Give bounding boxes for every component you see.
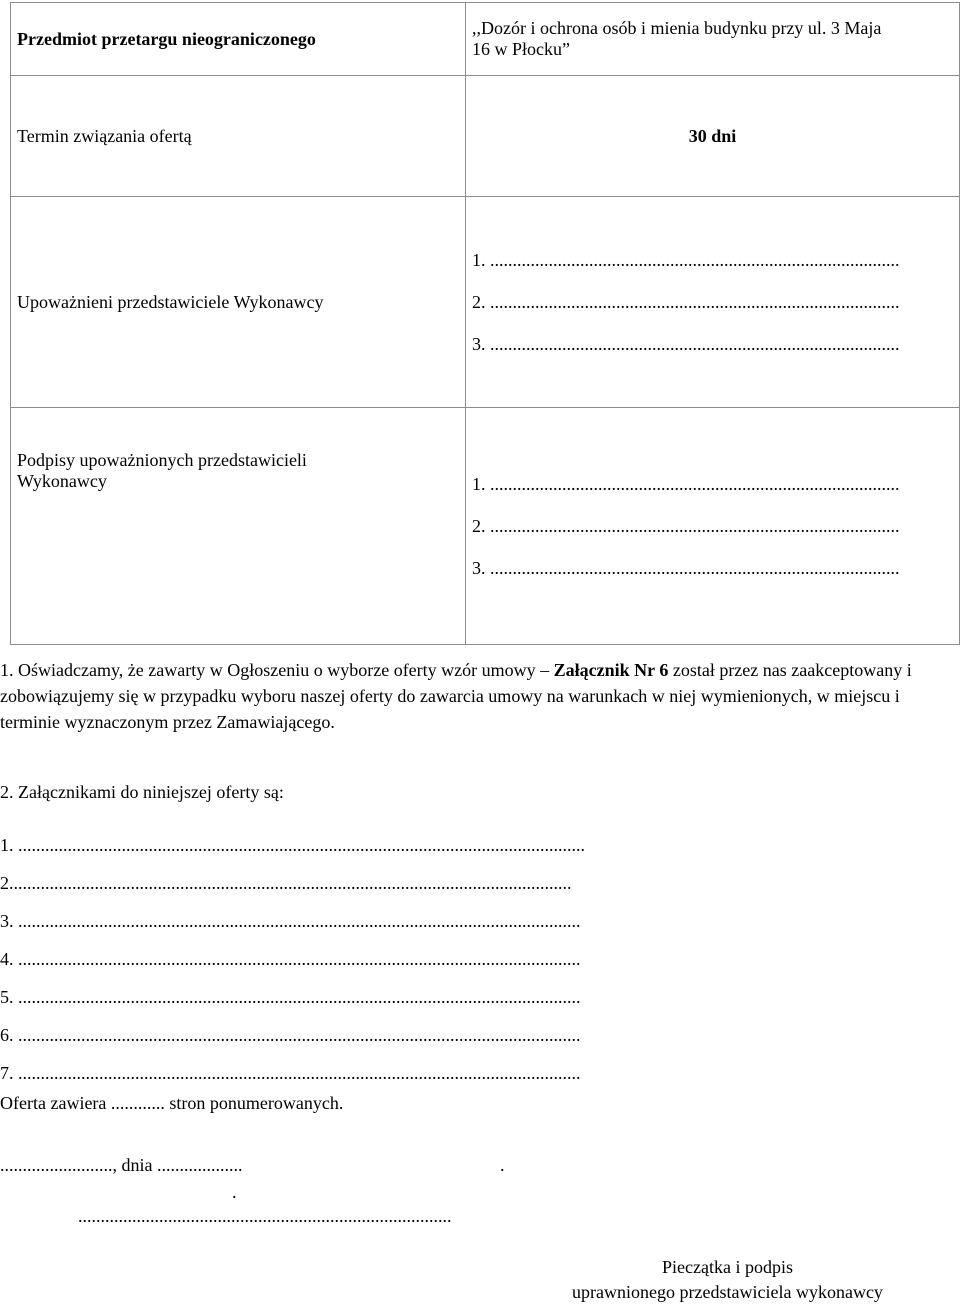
subject-label: Przedmiot przetargu nieograniczonego — [11, 3, 466, 76]
signature-line-3[interactable]: 3. ........................................................................................... — [472, 558, 900, 578]
stamp-line1: Pieczątka i podpis — [662, 1257, 793, 1277]
attachments-title: 2. Załącznikami do niniejszej oferty są: — [0, 782, 284, 802]
signature-line-1[interactable]: 1. ........................................................................................... — [472, 474, 900, 494]
dot-mark-2: . — [232, 1182, 237, 1202]
attachments-list — [0, 832, 585, 1098]
attachment-item-2[interactable]: 2............................................................................................................................. — [0, 873, 572, 893]
attachment-item-6[interactable]: 6. ............................................................................................................................. — [0, 1025, 581, 1045]
declaration-part1: 1. Oświadczamy, że zawarty w Ogłoszeniu o wyborze oferty wzór umowy – — [0, 660, 554, 680]
signatures-label-line2: Wykonawcy — [17, 471, 107, 491]
attachment-item-1[interactable]: 1. .............................................................................................................................. — [0, 835, 585, 855]
representatives-row — [11, 197, 960, 408]
signatures-lines — [466, 408, 960, 645]
term-row — [11, 76, 960, 197]
subject-value-line2: 16 w Płocku” — [472, 39, 570, 59]
subject-value-line1: ,,Dozór i ochrona osób i mienia budynku przy ul. 3 Maja — [472, 18, 882, 38]
stamp-line2: uprawnionego przedstawiciela wykonawcy — [572, 1282, 883, 1302]
offer-pages-line[interactable]: Oferta zawiera ............ stron ponumerowanych. — [0, 1093, 344, 1113]
subject-value — [466, 3, 960, 76]
representative-line-2[interactable]: 2. ........................................................................................... — [472, 292, 900, 312]
representative-line-1[interactable]: 1. ........................................................................................... — [472, 250, 900, 270]
signatures-label — [11, 408, 466, 645]
place-date-line[interactable]: ........................., dnia ................... — [0, 1155, 243, 1175]
signature-line-2[interactable]: 2. ........................................................................................... — [472, 516, 900, 536]
stamp-caption — [540, 1255, 915, 1305]
attachment-item-4[interactable]: 4. ............................................................................................................................. — [0, 949, 581, 969]
term-value: 30 dni — [466, 76, 960, 197]
representatives-lines — [466, 197, 960, 408]
offer-form-table — [10, 2, 960, 645]
attachment-item-7[interactable]: 7. ............................................................................................................................. — [0, 1063, 581, 1083]
declaration-paragraph — [0, 657, 960, 735]
representative-line-3[interactable]: 3. ........................................................................................... — [472, 334, 900, 354]
signatures-label-line1: Podpisy upoważnionych przedstawicieli — [17, 450, 307, 470]
attachment-item-5[interactable]: 5. ............................................................................................................................. — [0, 987, 581, 1007]
term-label: Termin związania ofertą — [11, 76, 466, 197]
attachment-item-3[interactable]: 3. ............................................................................................................................. — [0, 911, 581, 931]
signatures-row — [11, 408, 960, 645]
dot-mark-1: . — [500, 1155, 505, 1175]
attachment-reference: Załącznik Nr 6 — [553, 660, 669, 680]
signature-dots-line[interactable]: ................................................................................... — [78, 1206, 452, 1226]
representatives-label: Upoważnieni przedstawiciele Wykonawcy — [11, 197, 466, 408]
subject-row — [11, 3, 960, 76]
declaration-part2: został przez nas zaakceptowany i zobowiązujemy się w przypadku wyboru naszej oferty do zawarcia umowy na warunkach w niej wymienionych, w miejscu i terminie wyznaczonym przez Zamawiającego. — [0, 660, 912, 732]
